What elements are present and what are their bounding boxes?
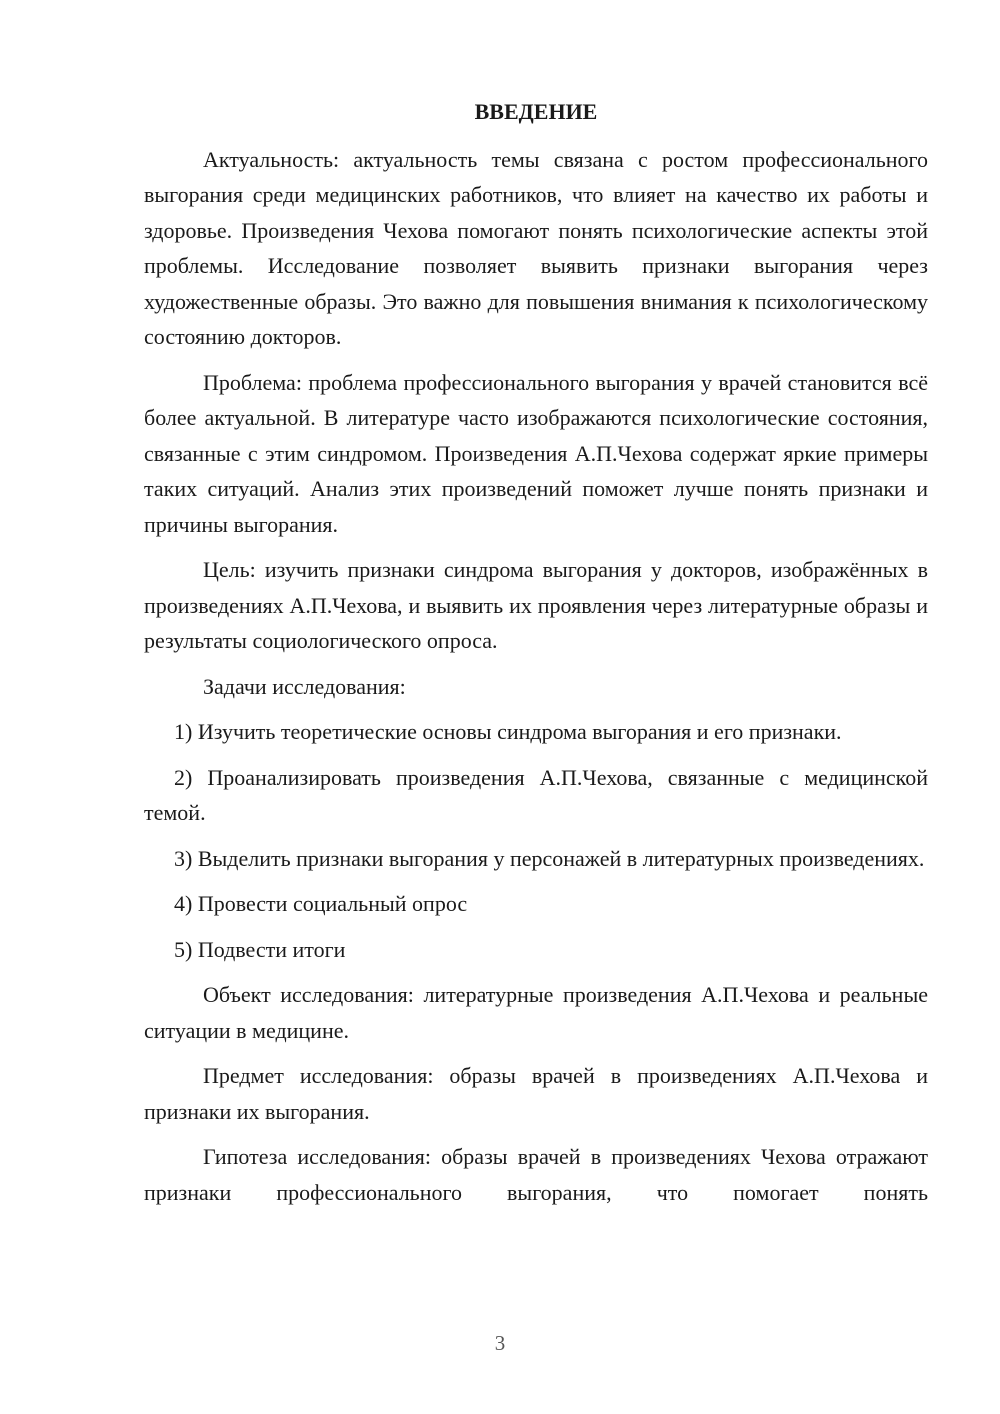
document-body — [144, 94, 928, 1220]
page-number: 3 — [494, 1331, 506, 1355]
subject-paragraph: Предмет исследования: образы врачей в произведениях А.П.Чехова и признаки их выгорания. — [144, 1063, 928, 1124]
section-title: ВВЕДЕНИЕ — [474, 99, 598, 124]
object-paragraph: Объект исследования: литературные произведения А.П.Чехова и реальные ситуации в медицине. — [144, 982, 928, 1043]
goal-paragraph: Цель: изучить признаки синдрома выгорания у докторов, изображённых в произведениях А.П.Чехова, и выявить их проявления через литературные образы и результаты социологического опроса. — [144, 557, 928, 653]
task-item: 5) Подвести итоги — [174, 936, 346, 962]
task-item: 2) Проанализировать произведения А.П.Чехова, связанные с медицинской темой. — [144, 764, 928, 825]
task-item: 4) Провести социальный опрос — [174, 891, 468, 916]
hypothesis-paragraph: Гипотеза исследования: образы врачей в произведениях Чехова отражают признаки профессионального выгорания, что помогает понять — [144, 1144, 928, 1205]
task-item: 1) Изучить теоретические основы синдрома выгорания и его признаки. — [174, 719, 842, 744]
tasks-heading: Задачи исследования: — [203, 673, 406, 699]
problem-paragraph: Проблема: проблема профессионального выгорания у врачей становится всё более актуальной. В литературе часто изображаются психологические состояния, связанные с этим синдромом. Произведения А.П.Чехова содержат яркие примеры таких ситуаций. Анализ этих произведений поможет лучше понять признаки и причины выгорания. — [144, 369, 928, 537]
task-item: 3) Выделить признаки выгорания у персонажей в литературных произведениях. — [174, 845, 925, 871]
relevance-paragraph: Актуальность: актуальность темы связана с ростом профессионального выгорания среди медицинских работников, что влияет на качество их работы и здоровье. Произведения Чехова помогают понять психологические аспекты этой проблемы. Исследование позволяет выявить признаки выгорания через художественные образы. Это важно для повышения внимания к психологическому состоянию докторов. — [144, 146, 928, 349]
